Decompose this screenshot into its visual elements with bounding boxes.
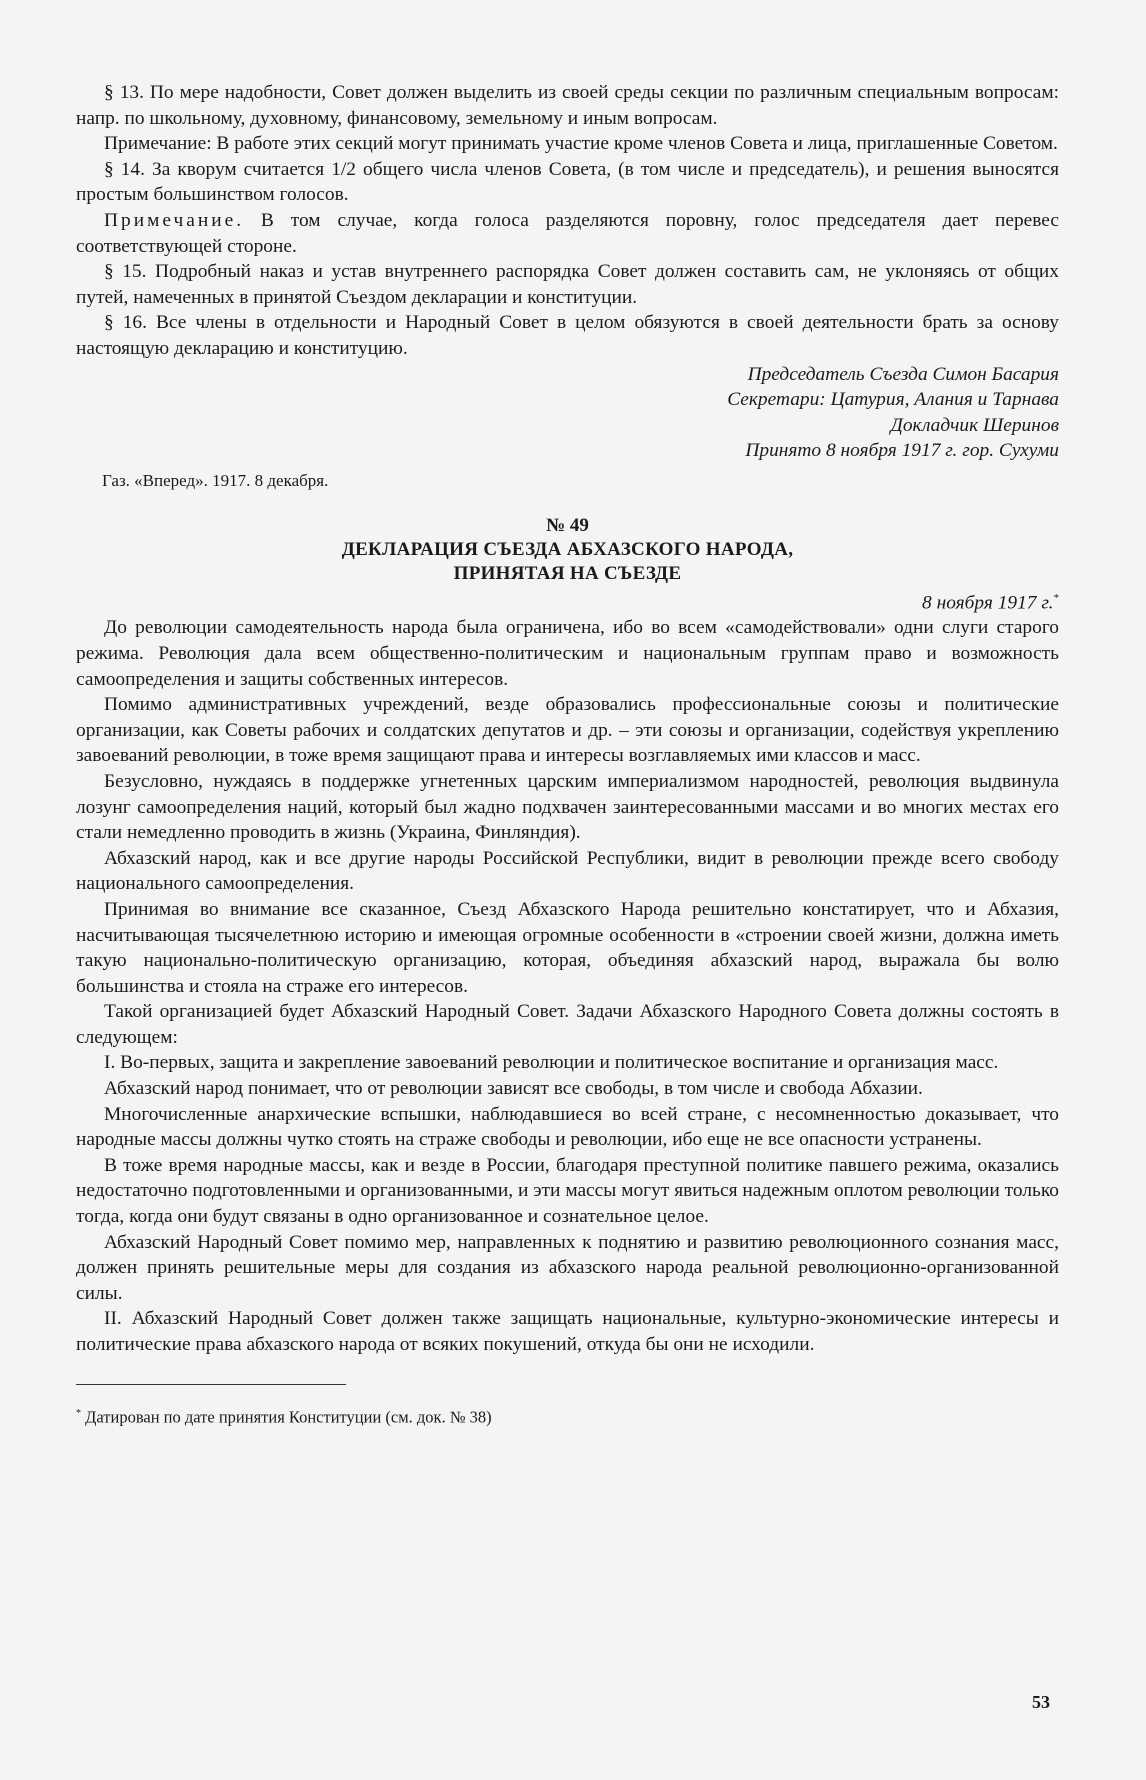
adoption-line: Принято 8 ноября 1917 г. гор. Сухуми: [745, 440, 1059, 462]
declaration-paragraph: II. Абхазский Народный Совет должен также защищать национальные, культурно-экономические интересы и политические права абхазского народа от всяких покушений, откуда бы они не исходили.: [76, 1308, 1059, 1355]
document-number: № 49: [546, 514, 589, 536]
document-page: [76, 80, 1059, 1428]
page-number: 53: [1032, 1692, 1050, 1712]
paragraph-14: § 14. За кворум считается 1/2 общего числа членов Совета, (в том числе и председатель), и решения выносятся простым большинством голосов.: [76, 158, 1059, 206]
document-title-line-1: ДЕКЛАРАЦИЯ СЪЕЗДА АБХАЗСКОГО НАРОДА,: [341, 538, 794, 560]
declaration-paragraph: Такой организацией будет Абхазский Народный Совет. Задачи Абхазского Народного Совета должны состоять в следующем:: [76, 1001, 1059, 1048]
declaration-paragraph: Абхазский Народный Совет помимо мер, направленных к поднятию и развитию революционного сознания масс, должен принять решительные меры для создания из абхазского народа реальной революционно-организованной силы.: [76, 1231, 1059, 1304]
note-2: [76, 208, 1059, 259]
document-title-line-2: ПРИНЯТАЯ НА СЪЕЗДЕ: [453, 562, 682, 584]
footnote-marker: *: [1053, 591, 1059, 604]
footnote-divider: [76, 1384, 346, 1385]
note-1: Примечание: В работе этих секций могут принимать участие кроме членов Совета и лица, приглашенные Советом.: [104, 133, 1058, 155]
declaration-paragraph: До революции самодеятельность народа была ограничена, ибо во всем «самодействовали» одни слуги старого режима. Революция дала всем общественно-политическим и национальным группам право и возможность самоопределения и защиты собственных интересов.: [76, 617, 1059, 690]
declaration-paragraph: Абхазский народ, как и все другие народы Российской Республики, видит в революции прежде всего свободу национального самоопределения.: [76, 847, 1059, 895]
paragraph-15: § 15. Подробный наказ и устав внутреннего распорядка Совет должен составить сам, не уклоняясь от общих путей, намеченных в принятой Съездом декларации и конституции.: [76, 261, 1059, 308]
document-date: [76, 586, 1059, 615]
note-2-label: Примечание.: [104, 209, 245, 231]
declaration-paragraph: Помимо административных учреждений, везде образовались профессиональные союзы и политические организации, как Советы рабочих и солдатских депутатов и др. – эти союзы и организации, содействуя укреплению завоеваний революции, в тоже время защищают права и интересы возглавляемых ими классов и масс.: [76, 694, 1059, 767]
paragraph-16: § 16. Все члены в отдельности и Народный Совет в целом обязуются в своей деятельности брать за основу настоящую декларацию и конституцию.: [76, 312, 1059, 359]
declaration-paragraph: Безусловно, нуждаясь в поддержке угнетенных царским империализмом народностей, революция выдвинула лозунг самоопределения наций, который был жадно подхвачен заинтересованными массами и во многих местах его стали немедленно проводить в жизнь (Украина, Финляндия).: [76, 770, 1059, 844]
declaration-paragraph: Многочисленные анархические вспышки, наблюдавшиеся во всей стране, с несомненностью доказывает, что народные массы должны чутко стоять на страже свободы и революции, ибо еще не все опасности устранены.: [76, 1103, 1059, 1151]
signature-secretaries: Секретари: Цатурия, Алания и Тарнава: [727, 389, 1059, 411]
declaration-paragraph: Принимая во внимание все сказанное, Съезд Абхазского Народа решительно констатирует, что и Абхазия, насчитывающая тысячелетнюю историю и имеющая огромные особенности в «строении своей жизни, должна иметь такую национально-политическую организацию, которая, объединяя абхазский народ, выражала бы волю большинства и стояла на страже его интересов.: [76, 898, 1059, 997]
footnote-text: Датирован по дате принятия Конституции (см. док. № 38): [81, 1407, 492, 1427]
footnote-mark: *: [76, 1407, 81, 1419]
paragraph-13: § 13. По мере надобности, Совет должен выделить из своей среды секции по различным специальным вопросам: напр. по школьному, духовному, финансовому, земельному и иным вопросам.: [76, 82, 1059, 129]
signature-reporter: Докладчик Шеринов: [890, 414, 1059, 436]
note-2-text: В том случае, когда голоса разделяются поровну, голос председателя дает перевес соответствующей стороне.: [76, 209, 1059, 257]
declaration-paragraph: Абхазский народ понимает, что от революции зависят все свободы, в том числе и свобода Абхазии.: [104, 1078, 923, 1100]
declaration-paragraph: I. Во-первых, защита и закрепление завоеваний революции и политическое воспитание и организация масс.: [104, 1052, 999, 1074]
signature-chair: Председатель Съезда Симон Басария: [747, 363, 1059, 385]
footnote: [76, 1403, 1059, 1429]
document-date-text: 8 ноября 1917 г.: [922, 592, 1054, 614]
declaration-paragraph: В тоже время народные массы, как и везде в России, благодаря преступной политике павшего режима, оказались недостаточно подготовленными и организованными, и эти массы могут явиться надежным оплотом революции только тогда, когда они будут связаны в одно организованное и сознательное целое.: [76, 1154, 1059, 1228]
source-citation: Газ. «Вперед». 1917. 8 декабря.: [102, 470, 329, 490]
